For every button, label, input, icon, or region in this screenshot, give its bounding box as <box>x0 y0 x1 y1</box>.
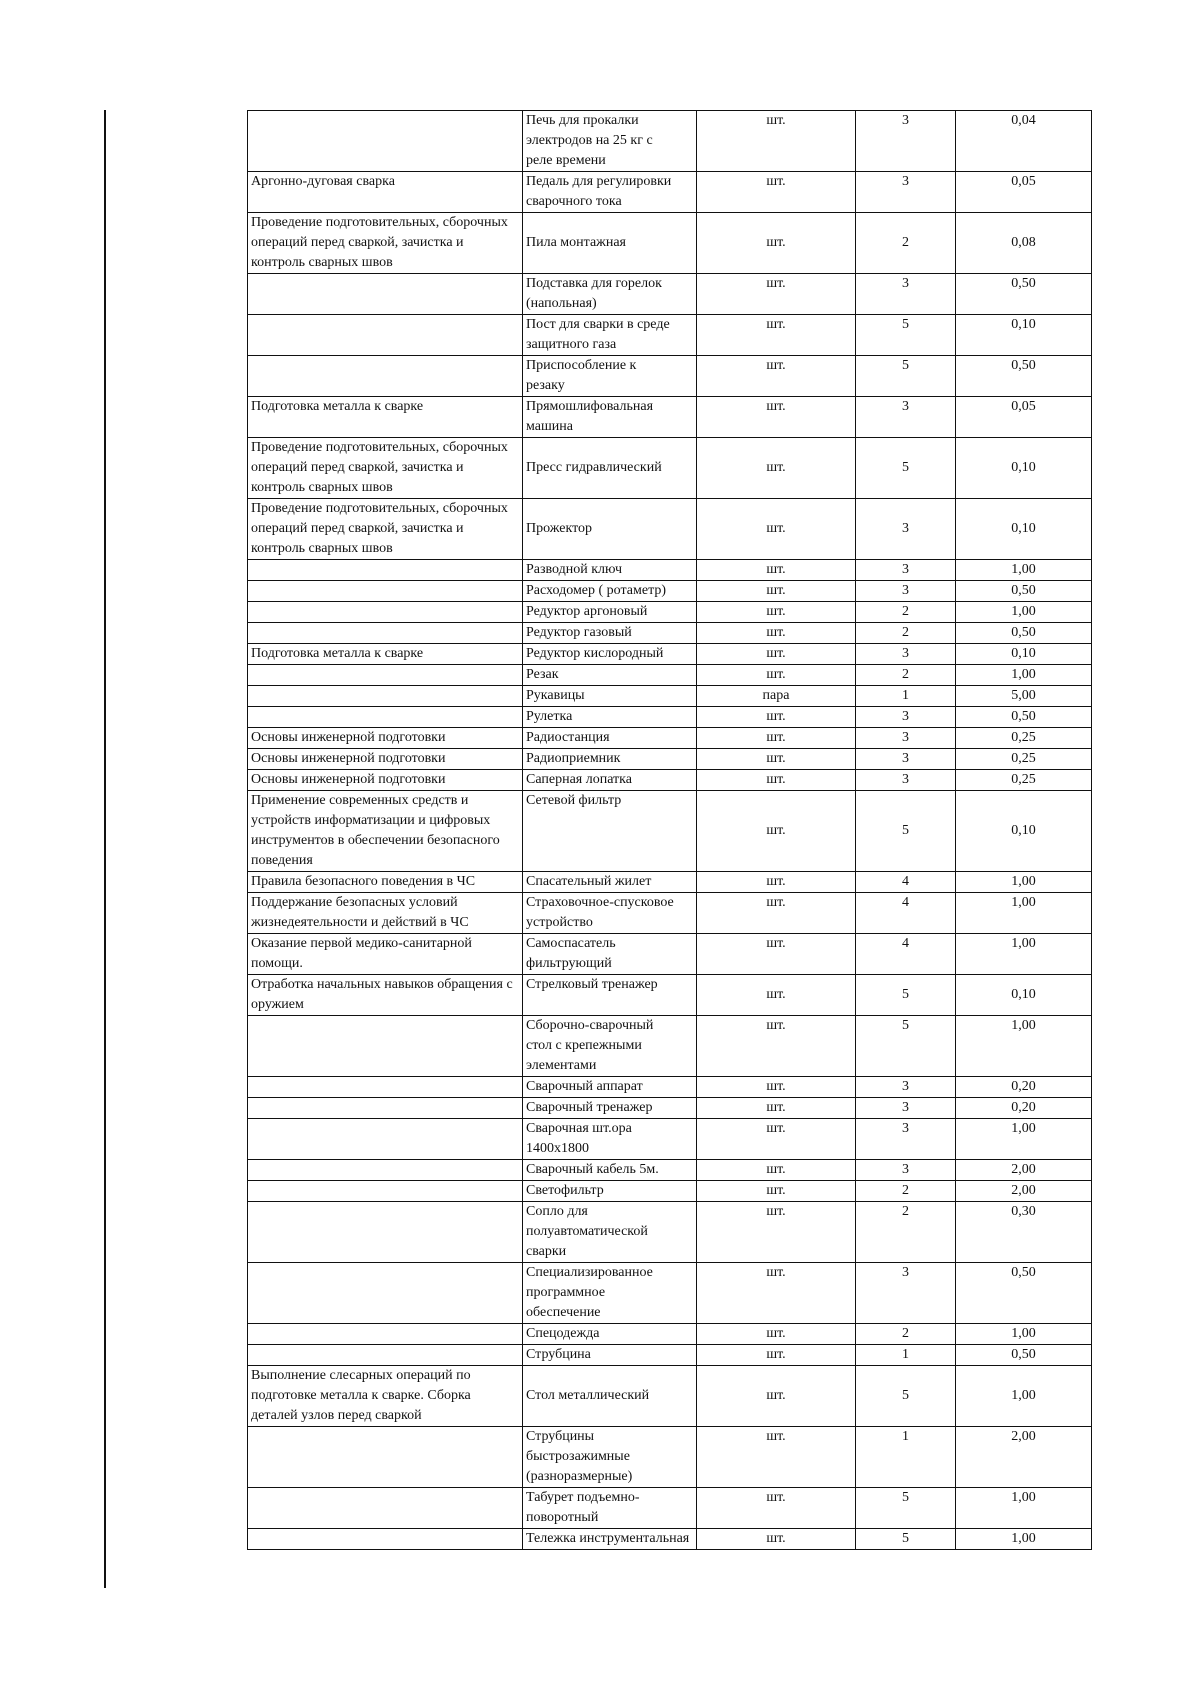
unit-cell: шт. <box>697 1119 856 1160</box>
norm-cell: 1,00 <box>956 665 1092 686</box>
item-name-cell: Сборочно-сварочный стол с крепежными элементами <box>523 1016 697 1077</box>
quantity-cell: 3 <box>856 749 956 770</box>
quantity-cell: 3 <box>856 1160 956 1181</box>
norm-cell: 0,30 <box>956 1202 1092 1263</box>
operation-cell <box>248 1160 523 1181</box>
unit-cell: шт. <box>697 315 856 356</box>
item-name-cell: Радиостанция <box>523 728 697 749</box>
table-row <box>248 1263 1092 1324</box>
norm-cell: 0,50 <box>956 623 1092 644</box>
unit-cell: шт. <box>697 1263 856 1324</box>
norm-cell: 1,00 <box>956 1488 1092 1529</box>
quantity-cell: 3 <box>856 274 956 315</box>
item-name-cell: Педаль для регулировки сварочного тока <box>523 172 697 213</box>
unit-cell: шт. <box>697 749 856 770</box>
table-row <box>248 581 1092 602</box>
item-name-cell: Страховочное-спусковое устройство <box>523 893 697 934</box>
norm-cell: 1,00 <box>956 893 1092 934</box>
norm-cell: 1,00 <box>956 1529 1092 1550</box>
unit-cell: шт. <box>697 1016 856 1077</box>
item-name-cell: Редуктор газовый <box>523 623 697 644</box>
norm-cell: 0,10 <box>956 975 1092 1016</box>
unit-cell: шт. <box>697 172 856 213</box>
item-name-cell: Стрелковый тренажер <box>523 975 697 1016</box>
unit-cell: шт. <box>697 644 856 665</box>
quantity-cell: 3 <box>856 111 956 172</box>
operation-cell <box>248 707 523 728</box>
norm-cell: 5,00 <box>956 686 1092 707</box>
operation-cell: Правила безопасного поведения в ЧС <box>248 872 523 893</box>
operation-cell: Подготовка металла к сварке <box>248 397 523 438</box>
unit-cell: шт. <box>697 1488 856 1529</box>
unit-cell: шт. <box>697 770 856 791</box>
table-row <box>248 749 1092 770</box>
operation-cell: Проведение подготовительных, сборочных операций перед сваркой, зачистка и контроль сварных швов <box>248 499 523 560</box>
item-name-cell: Сварочный тренажер <box>523 1098 697 1119</box>
table-row <box>248 665 1092 686</box>
quantity-cell: 3 <box>856 707 956 728</box>
table-row <box>248 1098 1092 1119</box>
quantity-cell: 2 <box>856 213 956 274</box>
unit-cell: шт. <box>697 934 856 975</box>
item-name-cell: Резак <box>523 665 697 686</box>
norm-cell: 0,20 <box>956 1077 1092 1098</box>
table-row <box>248 686 1092 707</box>
item-name-cell: Редуктор кислородный <box>523 644 697 665</box>
quantity-cell: 1 <box>856 1345 956 1366</box>
quantity-cell: 4 <box>856 872 956 893</box>
table-row <box>248 274 1092 315</box>
table-row <box>248 172 1092 213</box>
norm-cell: 1,00 <box>956 934 1092 975</box>
item-name-cell: Прямошлифовальная машина <box>523 397 697 438</box>
table-row <box>248 644 1092 665</box>
norm-cell: 1,00 <box>956 1324 1092 1345</box>
table-row <box>248 1077 1092 1098</box>
table-row <box>248 1202 1092 1263</box>
item-name-cell: Саперная лопатка <box>523 770 697 791</box>
norm-cell: 0,50 <box>956 274 1092 315</box>
quantity-cell: 3 <box>856 644 956 665</box>
norm-cell: 0,10 <box>956 791 1092 872</box>
item-name-cell: Пила монтажная <box>523 213 697 274</box>
quantity-cell: 3 <box>856 172 956 213</box>
norm-cell: 0,50 <box>956 581 1092 602</box>
operation-cell <box>248 665 523 686</box>
norm-cell: 1,00 <box>956 1119 1092 1160</box>
table-row <box>248 213 1092 274</box>
unit-cell: шт. <box>697 213 856 274</box>
operation-cell <box>248 274 523 315</box>
quantity-cell: 1 <box>856 1427 956 1488</box>
quantity-cell: 3 <box>856 560 956 581</box>
norm-cell: 0,25 <box>956 728 1092 749</box>
norm-cell: 0,25 <box>956 770 1092 791</box>
unit-cell: шт. <box>697 707 856 728</box>
equipment-table <box>247 110 1092 1550</box>
quantity-cell: 2 <box>856 665 956 686</box>
operation-cell <box>248 1488 523 1529</box>
quantity-cell: 3 <box>856 499 956 560</box>
operation-cell <box>248 1202 523 1263</box>
table-row <box>248 1119 1092 1160</box>
unit-cell: шт. <box>697 1181 856 1202</box>
item-name-cell: Самоспасатель фильтрующий <box>523 934 697 975</box>
operation-cell: Проведение подготовительных, сборочных операций перед сваркой, зачистка и контроль сварных швов <box>248 213 523 274</box>
unit-cell: шт. <box>697 602 856 623</box>
item-name-cell: Пост для сварки в среде защитного газа <box>523 315 697 356</box>
quantity-cell: 5 <box>856 975 956 1016</box>
norm-cell: 0,04 <box>956 111 1092 172</box>
item-name-cell: Табурет подъемно- поворотный <box>523 1488 697 1529</box>
item-name-cell: Стол металлический <box>523 1366 697 1427</box>
quantity-cell: 1 <box>856 686 956 707</box>
unit-cell: шт. <box>697 1366 856 1427</box>
operation-cell <box>248 686 523 707</box>
unit-cell: шт. <box>697 872 856 893</box>
operation-cell <box>248 1098 523 1119</box>
table-row <box>248 602 1092 623</box>
operation-cell <box>248 623 523 644</box>
equipment-table-body <box>248 111 1092 1550</box>
item-name-cell: Печь для прокалки электродов на 25 кг с реле времени <box>523 111 697 172</box>
item-name-cell: Сварочный аппарат <box>523 1077 697 1098</box>
operation-cell <box>248 1529 523 1550</box>
norm-cell: 0,10 <box>956 438 1092 499</box>
quantity-cell: 3 <box>856 397 956 438</box>
operation-cell <box>248 1077 523 1098</box>
quantity-cell: 2 <box>856 1324 956 1345</box>
norm-cell: 0,50 <box>956 1263 1092 1324</box>
unit-cell: шт. <box>697 1160 856 1181</box>
unit-cell: шт. <box>697 623 856 644</box>
table-row <box>248 1345 1092 1366</box>
quantity-cell: 4 <box>856 893 956 934</box>
norm-cell: 1,00 <box>956 872 1092 893</box>
table-row <box>248 934 1092 975</box>
quantity-cell: 5 <box>856 1488 956 1529</box>
operation-cell: Основы инженерной подготовки <box>248 770 523 791</box>
norm-cell: 1,00 <box>956 560 1092 581</box>
item-name-cell: Разводной ключ <box>523 560 697 581</box>
quantity-cell: 3 <box>856 1098 956 1119</box>
operation-cell: Отработка начальных навыков обращения с оружием <box>248 975 523 1016</box>
item-name-cell: Спецодежда <box>523 1324 697 1345</box>
item-name-cell: Тележка инструментальная <box>523 1529 697 1550</box>
item-name-cell: Спасательный жилет <box>523 872 697 893</box>
item-name-cell: Сопло для полуавтоматической сварки <box>523 1202 697 1263</box>
table-row <box>248 1427 1092 1488</box>
unit-cell: шт. <box>697 499 856 560</box>
table-row <box>248 1488 1092 1529</box>
unit-cell: шт. <box>697 438 856 499</box>
unit-cell: шт. <box>697 665 856 686</box>
operation-cell <box>248 111 523 172</box>
quantity-cell: 3 <box>856 728 956 749</box>
quantity-cell: 5 <box>856 315 956 356</box>
quantity-cell: 2 <box>856 1181 956 1202</box>
quantity-cell: 3 <box>856 770 956 791</box>
operation-cell <box>248 1181 523 1202</box>
unit-cell: шт. <box>697 1345 856 1366</box>
unit-cell: шт. <box>697 274 856 315</box>
table-row <box>248 1366 1092 1427</box>
quantity-cell: 5 <box>856 438 956 499</box>
item-name-cell: Струбцины быстрозажимные (разноразмерные) <box>523 1427 697 1488</box>
norm-cell: 0,50 <box>956 356 1092 397</box>
unit-cell: шт. <box>697 791 856 872</box>
quantity-cell: 4 <box>856 934 956 975</box>
norm-cell: 0,05 <box>956 172 1092 213</box>
table-row <box>248 315 1092 356</box>
item-name-cell: Специализированное программное обеспечение <box>523 1263 697 1324</box>
item-name-cell: Рулетка <box>523 707 697 728</box>
operation-cell: Проведение подготовительных, сборочных операций перед сваркой, зачистка и контроль сварных швов <box>248 438 523 499</box>
norm-cell: 0,50 <box>956 1345 1092 1366</box>
table-row <box>248 893 1092 934</box>
operation-cell <box>248 315 523 356</box>
norm-cell: 0,05 <box>956 397 1092 438</box>
item-name-cell: Подставка для горелок (напольная) <box>523 274 697 315</box>
operation-cell <box>248 356 523 397</box>
operation-cell <box>248 560 523 581</box>
table-row <box>248 438 1092 499</box>
quantity-cell: 3 <box>856 1119 956 1160</box>
norm-cell: 1,00 <box>956 602 1092 623</box>
table-row <box>248 356 1092 397</box>
unit-cell: шт. <box>697 728 856 749</box>
table-row <box>248 770 1092 791</box>
quantity-cell: 5 <box>856 1529 956 1550</box>
item-name-cell: Сварочная шт.ора 1400х1800 <box>523 1119 697 1160</box>
table-row <box>248 975 1092 1016</box>
quantity-cell: 5 <box>856 791 956 872</box>
table-row <box>248 728 1092 749</box>
unit-cell: шт. <box>697 581 856 602</box>
left-margin-line <box>104 110 106 1588</box>
quantity-cell: 5 <box>856 1366 956 1427</box>
table-row <box>248 499 1092 560</box>
operation-cell: Поддержание безопасных условий жизнедеятельности и действий в ЧС <box>248 893 523 934</box>
operation-cell <box>248 1016 523 1077</box>
operation-cell: Основы инженерной подготовки <box>248 728 523 749</box>
norm-cell: 0,10 <box>956 644 1092 665</box>
unit-cell: шт. <box>697 560 856 581</box>
item-name-cell: Пресс гидравлический <box>523 438 697 499</box>
quantity-cell: 5 <box>856 1016 956 1077</box>
quantity-cell: 2 <box>856 602 956 623</box>
item-name-cell: Прожектор <box>523 499 697 560</box>
unit-cell: шт. <box>697 397 856 438</box>
operation-cell <box>248 1119 523 1160</box>
table-row <box>248 560 1092 581</box>
unit-cell: шт. <box>697 111 856 172</box>
operation-cell: Выполнение слесарных операций по подготовке металла к сварке. Сборка деталей узлов перед сваркой <box>248 1366 523 1427</box>
norm-cell: 2,00 <box>956 1427 1092 1488</box>
operation-cell: Аргонно-дуговая сварка <box>248 172 523 213</box>
item-name-cell: Светофильтр <box>523 1181 697 1202</box>
quantity-cell: 2 <box>856 623 956 644</box>
table-row <box>248 1181 1092 1202</box>
table-row <box>248 1529 1092 1550</box>
operation-cell <box>248 1345 523 1366</box>
unit-cell: шт. <box>697 1529 856 1550</box>
item-name-cell: Приспособление к резаку <box>523 356 697 397</box>
unit-cell: шт. <box>697 1202 856 1263</box>
operation-cell <box>248 1427 523 1488</box>
norm-cell: 0,50 <box>956 707 1092 728</box>
norm-cell: 2,00 <box>956 1160 1092 1181</box>
operation-cell: Основы инженерной подготовки <box>248 749 523 770</box>
item-name-cell: Сетевой фильтр <box>523 791 697 872</box>
norm-cell: 0,20 <box>956 1098 1092 1119</box>
operation-cell <box>248 602 523 623</box>
operation-cell <box>248 581 523 602</box>
operation-cell: Оказание первой медико-санитарной помощи. <box>248 934 523 975</box>
item-name-cell: Редуктор аргоновый <box>523 602 697 623</box>
table-row <box>248 707 1092 728</box>
item-name-cell: Расходомер ( ротаметр) <box>523 581 697 602</box>
quantity-cell: 3 <box>856 1263 956 1324</box>
unit-cell: шт. <box>697 975 856 1016</box>
operation-cell <box>248 1324 523 1345</box>
quantity-cell: 5 <box>856 356 956 397</box>
operation-cell: Применение современных средств и устройств информатизации и цифровых инструментов в обеспечении безопасного поведения <box>248 791 523 872</box>
table-row <box>248 111 1092 172</box>
norm-cell: 0,25 <box>956 749 1092 770</box>
norm-cell: 0,10 <box>956 315 1092 356</box>
table-row <box>248 1324 1092 1345</box>
operation-cell: Подготовка металла к сварке <box>248 644 523 665</box>
norm-cell: 0,08 <box>956 213 1092 274</box>
table-row <box>248 623 1092 644</box>
norm-cell: 2,00 <box>956 1181 1092 1202</box>
table-row <box>248 1016 1092 1077</box>
unit-cell: пара <box>697 686 856 707</box>
norm-cell: 1,00 <box>956 1016 1092 1077</box>
unit-cell: шт. <box>697 356 856 397</box>
quantity-cell: 3 <box>856 581 956 602</box>
quantity-cell: 3 <box>856 1077 956 1098</box>
unit-cell: шт. <box>697 893 856 934</box>
table-row <box>248 791 1092 872</box>
item-name-cell: Рукавицы <box>523 686 697 707</box>
quantity-cell: 2 <box>856 1202 956 1263</box>
operation-cell <box>248 1263 523 1324</box>
item-name-cell: Струбцина <box>523 1345 697 1366</box>
norm-cell: 0,10 <box>956 499 1092 560</box>
table-row <box>248 1160 1092 1181</box>
unit-cell: шт. <box>697 1077 856 1098</box>
item-name-cell: Сварочный кабель 5м. <box>523 1160 697 1181</box>
unit-cell: шт. <box>697 1324 856 1345</box>
table-row <box>248 397 1092 438</box>
table-row <box>248 872 1092 893</box>
norm-cell: 1,00 <box>956 1366 1092 1427</box>
unit-cell: шт. <box>697 1098 856 1119</box>
item-name-cell: Радиоприемник <box>523 749 697 770</box>
unit-cell: шт. <box>697 1427 856 1488</box>
